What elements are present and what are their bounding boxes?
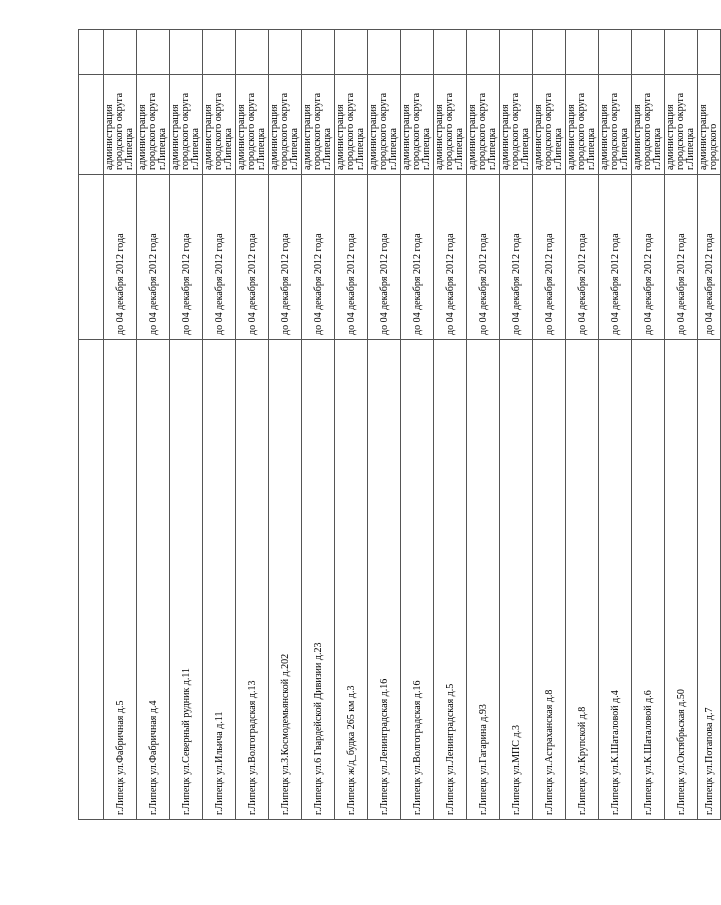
deadline-cell: до 04 декабря 2012 года <box>203 175 236 340</box>
deadline-cell: до 04 декабря 2012 года <box>335 175 368 340</box>
table-row <box>533 30 566 820</box>
table-row <box>566 30 599 820</box>
address-deadline-table <box>78 29 721 820</box>
empty-cell <box>302 30 335 75</box>
empty-cell <box>467 30 500 75</box>
deadline-cell: до 04 декабря 2012 года <box>698 175 721 340</box>
address-cell: г.Липецк ж/д_будка 265 км д.3 <box>335 340 368 820</box>
deadline-cell: до 04 декабря 2012 года <box>104 175 137 340</box>
deadline-cell: до 04 декабря 2012 года <box>500 175 533 340</box>
responsible-cell: администрация городского округа г.Липецка <box>533 75 566 175</box>
deadline-cell: до 04 декабря 2012 года <box>467 175 500 340</box>
deadline-cell: до 04 декабря 2012 года <box>137 175 170 340</box>
table-row <box>203 30 236 820</box>
address-cell: г.Липецк ул.Ленинградская д.5 <box>434 340 467 820</box>
address-cell: г.Липецк ул.Фабричная д.4 <box>137 340 170 820</box>
table-row <box>335 30 368 820</box>
table-row <box>467 30 500 820</box>
address-cell: г.Липецк ул.Октябрьская д.50 <box>665 340 698 820</box>
deadline-cell: до 04 декабря 2012 года <box>368 175 401 340</box>
empty-cell <box>434 30 467 75</box>
deadline-cell: до 04 декабря 2012 года <box>566 175 599 340</box>
empty-cell <box>533 30 566 75</box>
deadline-cell: до 04 декабря 2012 года <box>269 175 302 340</box>
empty-cell <box>401 30 434 75</box>
address-cell: г.Липецк ул.Фабричная д.5 <box>104 340 137 820</box>
empty-cell <box>335 30 368 75</box>
deadline-cell: до 04 декабря 2012 года <box>632 175 665 340</box>
deadline-cell <box>79 175 104 340</box>
responsible-cell: администрация городского округа г.Липецка <box>170 75 203 175</box>
responsible-cell: администрация городского округа г.Липецка <box>137 75 170 175</box>
address-cell: г.Липецк ул.Ленинградская д.16 <box>368 340 401 820</box>
table-row <box>236 30 269 820</box>
deadline-cell: до 04 декабря 2012 года <box>236 175 269 340</box>
empty-cell <box>368 30 401 75</box>
responsible-cell: администрация городского округа г.Липецка <box>434 75 467 175</box>
responsible-cell: администрация городского округа г.Липецка <box>500 75 533 175</box>
deadline-cell: до 04 декабря 2012 года <box>170 175 203 340</box>
address-cell: г.Липецк ул.З.Космодемьянской д.202 <box>269 340 302 820</box>
table-body <box>79 30 721 820</box>
responsible-cell: администрация городского округа г.Липецка <box>335 75 368 175</box>
empty-cell <box>269 30 302 75</box>
empty-cell <box>79 30 104 75</box>
responsible-cell: администрация городского округа г.Липецка <box>203 75 236 175</box>
deadline-cell: до 04 декабря 2012 года <box>533 175 566 340</box>
address-cell: г.Липецк ул.Ильича д.11 <box>203 340 236 820</box>
empty-cell <box>632 30 665 75</box>
deadline-cell: до 04 декабря 2012 года <box>401 175 434 340</box>
table-row <box>302 30 335 820</box>
empty-cell <box>500 30 533 75</box>
address-cell: г.Липецк ул.МПС д.3 <box>500 340 533 820</box>
empty-cell <box>137 30 170 75</box>
table-row <box>434 30 467 820</box>
table-container <box>78 30 719 820</box>
rotated-table-frame <box>78 30 719 820</box>
responsible-cell: администрация городского округа г.Липецка <box>599 75 632 175</box>
address-cell: г.Липецк ул.6 Гвардейской Дивизии д.23 <box>302 340 335 820</box>
table-row <box>500 30 533 820</box>
responsible-cell: администрация городского округа г.Липецка <box>104 75 137 175</box>
address-cell: г.Липецк ул.Волгоградская д.13 <box>236 340 269 820</box>
table-row <box>698 30 721 820</box>
empty-cell <box>104 30 137 75</box>
empty-cell <box>599 30 632 75</box>
responsible-cell <box>79 75 104 175</box>
empty-cell <box>665 30 698 75</box>
responsible-cell: администрация городского округа г.Липецка <box>665 75 698 175</box>
responsible-cell: администрация городского округа г.Липецка <box>401 75 434 175</box>
address-cell <box>79 340 104 820</box>
address-cell: г.Липецк ул.Потапова д.7 <box>698 340 721 820</box>
responsible-cell: администрация городского округа г.Липецка <box>368 75 401 175</box>
empty-cell <box>203 30 236 75</box>
empty-cell <box>236 30 269 75</box>
deadline-cell: до 04 декабря 2012 года <box>434 175 467 340</box>
address-cell: г.Липецк ул.Северный рудник д.11 <box>170 340 203 820</box>
address-cell: г.Липецк ул.К.Шаталовой д.4 <box>599 340 632 820</box>
deadline-cell: до 04 декабря 2012 года <box>665 175 698 340</box>
empty-cell <box>698 30 721 75</box>
table-row <box>368 30 401 820</box>
address-cell: г.Липецк ул.Волгоградская д.16 <box>401 340 434 820</box>
address-cell: г.Липецк ул.Гагарина д.93 <box>467 340 500 820</box>
responsible-cell: администрация городского <box>698 75 721 175</box>
responsible-cell: администрация городского округа г.Липецка <box>632 75 665 175</box>
empty-cell <box>566 30 599 75</box>
responsible-cell: администрация городского округа г.Липецка <box>269 75 302 175</box>
deadline-cell: до 04 декабря 2012 года <box>302 175 335 340</box>
deadline-cell: до 04 декабря 2012 года <box>599 175 632 340</box>
address-cell: г.Липецк ул.Астраханская д.8 <box>533 340 566 820</box>
table-row <box>170 30 203 820</box>
table-row <box>104 30 137 820</box>
table-row <box>401 30 434 820</box>
responsible-cell: администрация городского округа г.Липецка <box>566 75 599 175</box>
address-cell: г.Липецк ул.Крупской д.8 <box>566 340 599 820</box>
responsible-cell: администрация городского округа г.Липецка <box>467 75 500 175</box>
table-row <box>665 30 698 820</box>
table-row <box>137 30 170 820</box>
empty-cell <box>170 30 203 75</box>
responsible-cell: администрация городского округа г.Липецка <box>236 75 269 175</box>
responsible-cell: администрация городского округа г.Липецка <box>302 75 335 175</box>
table-row <box>599 30 632 820</box>
table-row <box>79 30 104 820</box>
address-cell: г.Липецк ул.К.Шаталовой д.6 <box>632 340 665 820</box>
table-row <box>269 30 302 820</box>
table-row <box>632 30 665 820</box>
